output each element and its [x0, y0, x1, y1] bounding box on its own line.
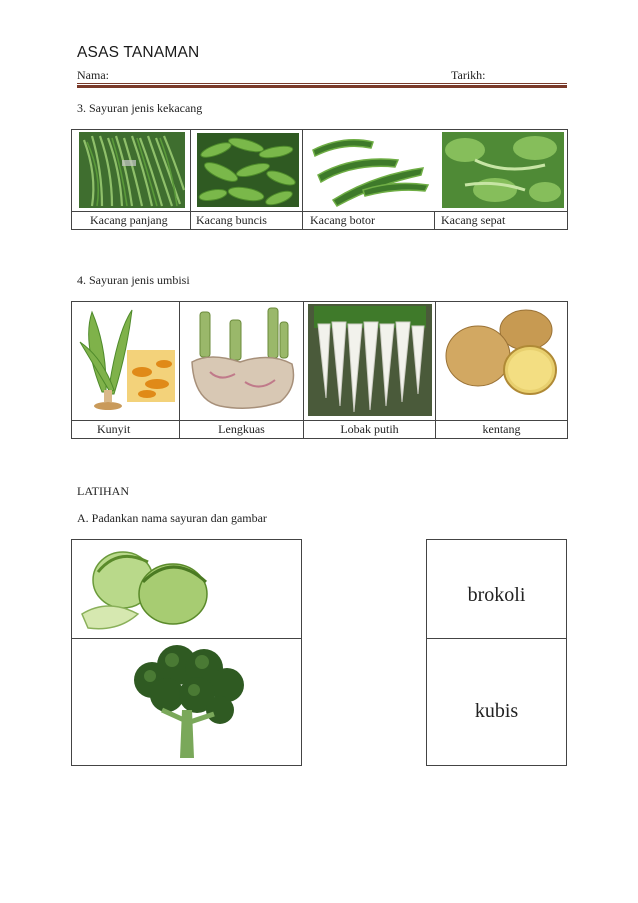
- tuber-label-3: Lobak putih: [304, 421, 436, 439]
- legume-label-3: Kacang botor: [303, 212, 435, 230]
- word-cabbage[interactable]: kubis: [474, 700, 519, 722]
- exercise-instruction: A. Padankan nama sayuran dan gambar: [77, 511, 267, 525]
- tuber-label-1: Kunyit: [72, 421, 180, 439]
- section-3-heading: 3. Sayuran jenis kekacang: [77, 101, 203, 115]
- long-beans-image: [72, 130, 191, 212]
- tuber-label-2: Lengkuas: [180, 421, 304, 439]
- worksheet-title: ASAS TANAMAN: [77, 44, 200, 61]
- legume-label-1: Kacang panjang: [72, 212, 191, 230]
- galangal-image: [180, 302, 304, 421]
- turmeric-image: [72, 302, 180, 421]
- word-divider: [427, 638, 566, 639]
- bean-plant-image: [435, 130, 568, 212]
- word-column: [426, 539, 567, 766]
- legume-label-2: Kacang buncis: [191, 212, 303, 230]
- header-divider-thick: [77, 85, 567, 88]
- tuber-label-4: kentang: [436, 421, 568, 439]
- section-4-heading: 4. Sayuran jenis umbisi: [77, 273, 190, 287]
- cabbage-image[interactable]: [78, 542, 212, 639]
- picture-column: [71, 539, 302, 766]
- winged-beans-image: [303, 130, 435, 212]
- potato-image: [436, 302, 568, 421]
- header-divider: [77, 83, 567, 84]
- name-label: Nama:: [77, 68, 109, 82]
- exercise-heading: LATIHAN: [77, 484, 129, 498]
- legumes-table: [71, 129, 568, 230]
- french-beans-image: [191, 130, 303, 212]
- legume-label-4: Kacang sepat: [435, 212, 568, 230]
- white-radish-image: [304, 302, 436, 421]
- date-label: Tarikh:: [451, 68, 486, 82]
- word-broccoli[interactable]: brokoli: [467, 584, 526, 606]
- broccoli-image[interactable]: [122, 640, 252, 769]
- tubers-table: [71, 301, 568, 439]
